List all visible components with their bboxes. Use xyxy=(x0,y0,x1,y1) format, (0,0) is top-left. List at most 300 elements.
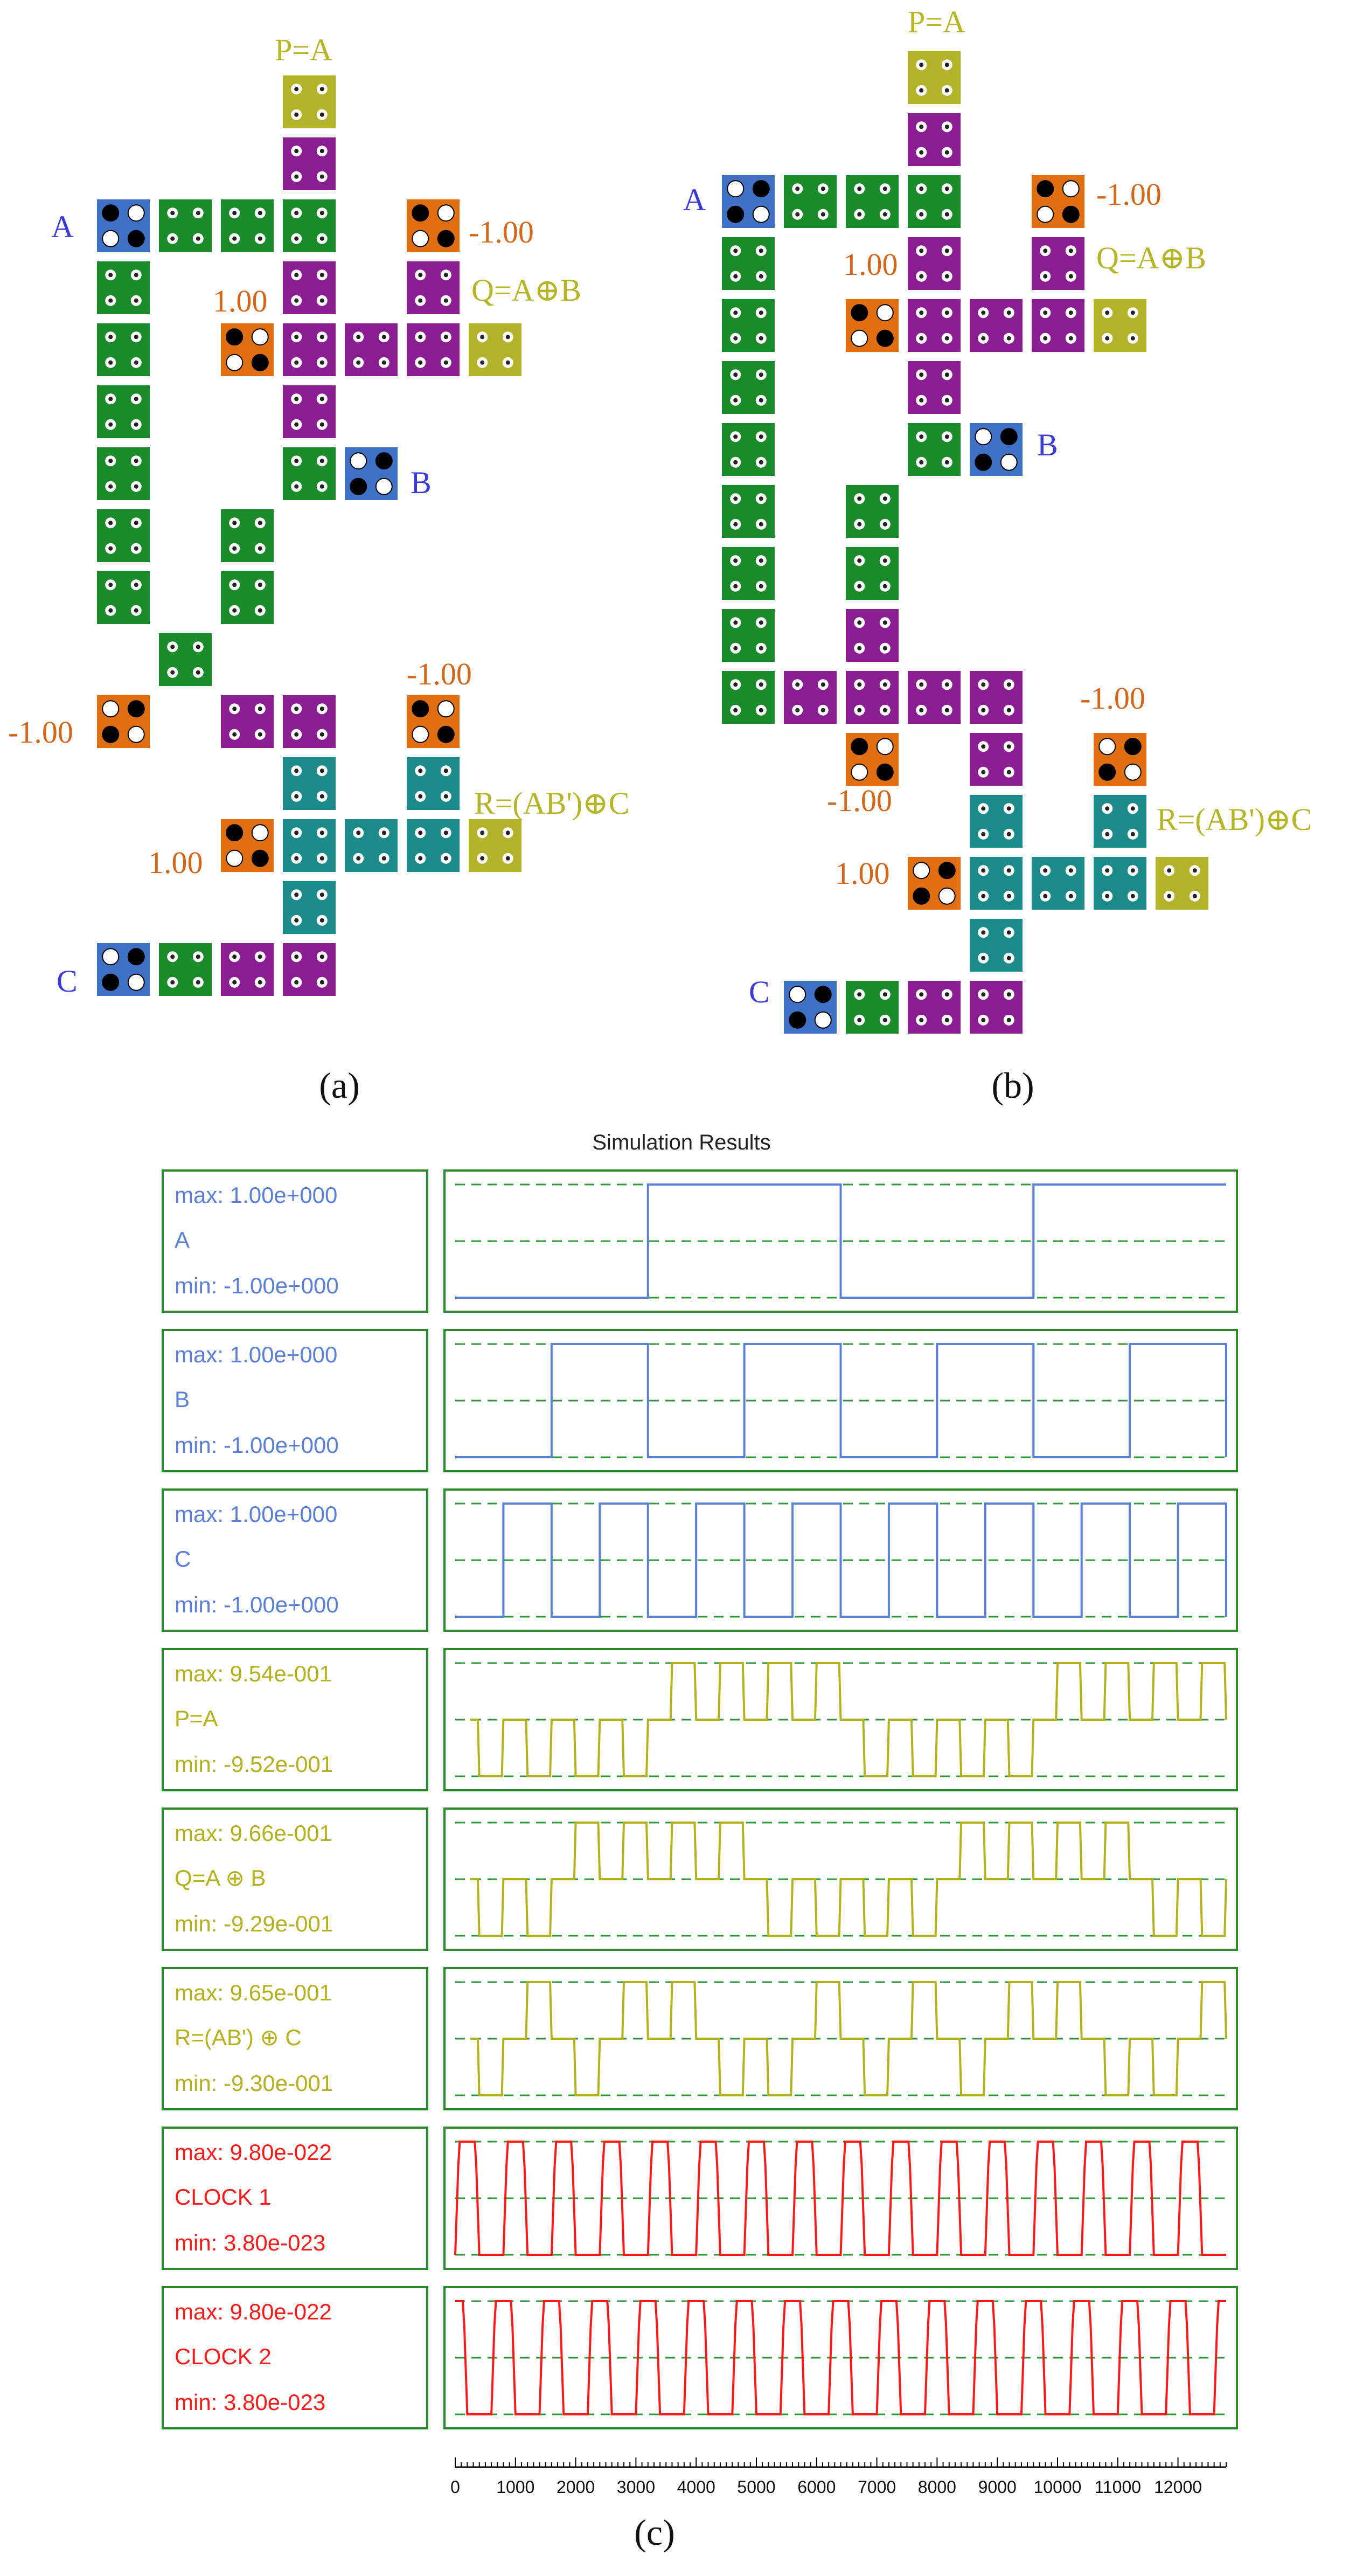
quantum-dot-center xyxy=(170,645,175,649)
input-label-a: A xyxy=(683,182,706,217)
signal-name: R=(AB') ⊕ C xyxy=(175,2025,302,2050)
quantum-dot-center xyxy=(919,274,923,279)
input-label-b: B xyxy=(1037,427,1058,462)
quantum-dot xyxy=(128,205,144,221)
quantum-dot xyxy=(412,205,428,221)
quantum-dot xyxy=(1125,738,1141,754)
quantum-dot-center xyxy=(108,521,113,525)
quantum-dot-center xyxy=(733,522,738,527)
quantum-dot-center xyxy=(795,708,799,712)
wire-cell-green xyxy=(721,608,776,663)
quantum-dot-center xyxy=(480,361,484,365)
quantum-dot-center xyxy=(945,63,949,67)
axis-tick-label: 2000 xyxy=(557,2477,595,2497)
quantum-dot-center xyxy=(945,310,949,315)
quantum-dot-center xyxy=(294,830,298,835)
wire-cell-teal xyxy=(1093,794,1148,849)
output-cell xyxy=(468,322,523,377)
quantum-dot-center xyxy=(108,583,113,587)
wire-cell-teal xyxy=(969,856,1024,911)
quantum-dot xyxy=(438,701,454,717)
quantum-dot-center xyxy=(196,211,200,215)
fixed-polarization-cell xyxy=(220,818,275,873)
wire-cell-green xyxy=(96,384,151,439)
wire-cell-green xyxy=(721,360,776,415)
fixed-polarization-cell xyxy=(406,198,461,253)
quantum-dot xyxy=(789,1012,805,1028)
output-cell xyxy=(468,818,523,873)
quantum-dot-center xyxy=(919,88,923,93)
fixed-cell-label-top: -1.00 xyxy=(469,214,534,250)
quantum-dot-center xyxy=(759,398,763,403)
wire-cell-purple xyxy=(969,732,1024,787)
quantum-dot-center xyxy=(919,460,923,465)
wire-cell-purple xyxy=(282,384,337,439)
quantum-dot xyxy=(1125,764,1141,780)
wire-cell-purple xyxy=(1031,236,1086,291)
quantum-dot-center xyxy=(945,460,949,465)
quantum-dot-center xyxy=(945,150,949,155)
quantum-dot-center xyxy=(733,682,738,687)
quantum-dot-center xyxy=(1131,894,1135,898)
signal-min-label: min: 3.80e-023 xyxy=(175,2390,326,2415)
axis-tick-label: 8000 xyxy=(917,2477,956,2497)
quantum-dot-center xyxy=(134,608,138,613)
quantum-dot-center xyxy=(1069,310,1073,315)
quantum-dot-center xyxy=(1043,248,1047,253)
quantum-dot xyxy=(438,231,454,247)
input-cell xyxy=(344,446,399,501)
signal-label-box xyxy=(163,2128,427,2269)
fixed-polarization-cell xyxy=(1093,732,1148,787)
wire-cell-green xyxy=(282,446,337,501)
quantum-dot-center xyxy=(1007,1018,1011,1022)
wire-cell-green xyxy=(845,980,900,1035)
input-cell xyxy=(969,422,1024,477)
signal-min-label: min: -9.29e-001 xyxy=(175,1911,333,1936)
quantum-dot-center xyxy=(919,398,923,403)
quantum-dot-center xyxy=(945,708,949,712)
quantum-dot-center xyxy=(232,732,237,737)
quantum-dot-center xyxy=(294,794,298,799)
quantum-dot xyxy=(1063,206,1079,223)
wire-cell-green xyxy=(158,942,213,997)
quantum-dot xyxy=(1063,181,1079,197)
quantum-dot-center xyxy=(883,620,887,625)
wire-cell-purple xyxy=(969,670,1024,725)
wire-cell-green xyxy=(220,198,275,253)
quantum-dot-center xyxy=(1007,992,1011,996)
quantum-dot-center xyxy=(444,794,448,799)
quantum-dot-center xyxy=(883,584,887,588)
signal-plot xyxy=(444,1809,1237,1950)
quantum-dot-center xyxy=(170,211,175,215)
quantum-dot-center xyxy=(108,335,113,339)
quantum-dot-center xyxy=(320,335,324,339)
quantum-dot-center xyxy=(320,892,324,897)
quantum-dot-center xyxy=(294,856,298,861)
quantum-dot-center xyxy=(981,956,985,960)
quantum-dot-center xyxy=(356,361,360,365)
quantum-dot-center xyxy=(320,397,324,401)
fixed-cell-label-top: -1.00 xyxy=(1096,177,1162,212)
quantum-dot-center xyxy=(356,335,360,339)
wire-cell-purple xyxy=(282,942,337,997)
quantum-dot xyxy=(1001,454,1017,470)
quantum-dot xyxy=(753,181,769,197)
quantum-dot-center xyxy=(320,211,324,215)
quantum-dot xyxy=(226,825,242,841)
quantum-dot-center xyxy=(232,980,237,985)
simulation-results-panel xyxy=(162,1169,1239,2497)
quantum-dot-center xyxy=(294,211,298,215)
quantum-dot-center xyxy=(1131,336,1135,341)
wire-cell-green xyxy=(721,546,776,601)
output-cell xyxy=(907,50,962,105)
quantum-dot-center xyxy=(883,186,887,191)
quantum-dot-center xyxy=(759,460,763,465)
quantum-dot-center xyxy=(418,299,422,303)
quantum-dot-center xyxy=(320,361,324,365)
quantum-dot-center xyxy=(1043,868,1047,872)
quantum-dot-center xyxy=(981,682,985,687)
quantum-dot-center xyxy=(294,397,298,401)
quantum-dot-center xyxy=(294,918,298,923)
wire-cell-purple xyxy=(969,298,1024,353)
quantum-dot-center xyxy=(320,484,324,489)
quantum-dot-center xyxy=(444,335,448,339)
quantum-dot-center xyxy=(759,496,763,501)
quantum-dot-center xyxy=(134,521,138,525)
quantum-dot-center xyxy=(1007,682,1011,687)
quantum-dot-center xyxy=(733,274,738,279)
quantum-dot-center xyxy=(320,237,324,241)
quantum-dot-center xyxy=(919,1018,923,1022)
quantum-dot-center xyxy=(759,584,763,588)
quantum-dot xyxy=(789,986,805,1002)
quantum-dot xyxy=(102,701,119,717)
wire-cell-teal xyxy=(406,818,461,873)
quantum-dot-center xyxy=(1043,336,1047,341)
quantum-dot-center xyxy=(1007,806,1011,811)
quantum-dot-center xyxy=(981,336,985,341)
quantum-dot-center xyxy=(1105,806,1109,811)
quantum-dot xyxy=(1099,738,1115,754)
axis-tick-label: 10000 xyxy=(1033,2477,1082,2497)
quantum-dot-center xyxy=(294,113,298,117)
quantum-dot-center xyxy=(759,646,763,650)
signal-label-box xyxy=(163,1968,427,2109)
wire-cell-green xyxy=(96,446,151,501)
quantum-dot-center xyxy=(418,794,422,799)
quantum-dot xyxy=(412,231,428,247)
quantum-dot-center xyxy=(821,682,825,687)
wire-cell-green xyxy=(96,570,151,625)
wire-cell-green xyxy=(721,236,776,291)
quantum-dot-center xyxy=(294,768,298,773)
quantum-dot-center xyxy=(294,361,298,365)
quantum-dot-center xyxy=(1193,894,1197,898)
signal-min-label: min: 3.80e-023 xyxy=(175,2230,326,2255)
fixed-cell-label-mid: 1.00 xyxy=(843,247,898,282)
quantum-dot-center xyxy=(294,707,298,711)
signal-max-label: max: 9.80e-022 xyxy=(175,2139,332,2165)
quantum-dot-center xyxy=(733,708,738,712)
caption-b: (b) xyxy=(991,1065,1034,1106)
signal-name: Q=A ⊕ B xyxy=(175,1865,266,1891)
quantum-dot-center xyxy=(1007,868,1011,872)
quantum-dot-center xyxy=(356,830,360,835)
quantum-dot-center xyxy=(857,682,861,687)
wire-cell-purple xyxy=(406,322,461,377)
quantum-dot-center xyxy=(294,149,298,153)
quantum-dot-center xyxy=(759,558,763,563)
quantum-dot-center xyxy=(945,88,949,93)
signal-max-label: max: 9.65e-001 xyxy=(175,1980,332,2005)
quantum-dot xyxy=(727,181,743,197)
quantum-dot xyxy=(877,764,893,780)
quantum-dot xyxy=(975,428,991,445)
wire-cell-green xyxy=(907,174,962,229)
quantum-dot-center xyxy=(506,361,510,365)
quantum-dot-center xyxy=(981,930,985,934)
quantum-dot-center xyxy=(444,830,448,835)
quantum-dot-center xyxy=(232,707,237,711)
wire-cell-teal xyxy=(282,880,337,935)
signal-name: A xyxy=(175,1227,190,1252)
simulation-title: Simulation Results xyxy=(592,1131,771,1154)
quantum-dot-center xyxy=(294,459,298,463)
quantum-dot-center xyxy=(170,954,175,959)
quantum-dot-center xyxy=(733,398,738,403)
quantum-dot xyxy=(102,231,119,247)
wire-cell-green xyxy=(907,422,962,477)
quantum-dot-center xyxy=(821,186,825,191)
quantum-dot-center xyxy=(919,372,923,377)
output-cell xyxy=(1093,298,1148,353)
quantum-dot-center xyxy=(1069,894,1073,898)
quantum-dot-center xyxy=(857,558,861,563)
quantum-dot xyxy=(1037,206,1053,223)
signal-name: C xyxy=(175,1546,191,1571)
quantum-dot xyxy=(128,231,144,247)
quantum-dot-center xyxy=(232,521,237,525)
quantum-dot-center xyxy=(1167,894,1171,898)
input-cell xyxy=(96,942,151,997)
quantum-dot-center xyxy=(919,150,923,155)
quantum-dot-center xyxy=(320,299,324,303)
signal-plot xyxy=(444,2287,1237,2428)
signal-plot xyxy=(444,1490,1237,1631)
quantum-dot-center xyxy=(981,992,985,996)
quantum-dot xyxy=(226,850,242,867)
quantum-dot-center xyxy=(320,918,324,923)
wire-cell-green xyxy=(158,632,213,687)
quantum-dot-center xyxy=(134,423,138,427)
quantum-dot-center xyxy=(883,708,887,712)
quantum-dot-center xyxy=(320,954,324,959)
quantum-dot xyxy=(350,453,366,469)
fixed-polarization-cell xyxy=(96,694,151,749)
quantum-dot-center xyxy=(258,954,262,959)
caption-a: (a) xyxy=(319,1065,360,1106)
quantum-dot xyxy=(753,206,769,223)
quantum-dot-center xyxy=(883,682,887,687)
quantum-dot-center xyxy=(759,434,763,439)
signal-plot xyxy=(444,1171,1237,1312)
quantum-dot xyxy=(1001,428,1017,445)
wire-cell-green xyxy=(158,198,213,253)
fixed-polarization-cell xyxy=(845,732,900,787)
quantum-dot xyxy=(815,986,831,1002)
quantum-dot-center xyxy=(919,434,923,439)
quantum-dot-center xyxy=(919,310,923,315)
quantum-dot-center xyxy=(821,708,825,712)
wire-cell-green xyxy=(220,508,275,563)
wire-cell-purple xyxy=(282,136,337,191)
quantum-dot-center xyxy=(1043,310,1047,315)
wire-cell-purple xyxy=(220,694,275,749)
quantum-dot-center xyxy=(1007,744,1011,749)
signal-label-box xyxy=(163,1809,427,1950)
wire-cell-teal xyxy=(1031,856,1086,911)
quantum-dot-center xyxy=(382,335,386,339)
quantum-dot-center xyxy=(883,558,887,563)
quantum-dot-center xyxy=(170,237,175,241)
quantum-dot-center xyxy=(258,707,262,711)
quantum-dot-center xyxy=(919,708,923,712)
output-label-r: R=(AB')⊕C xyxy=(1157,802,1312,837)
fixed-cell-label-left: -1.00 xyxy=(827,783,892,818)
quantum-dot-center xyxy=(196,645,200,649)
quantum-dot-center xyxy=(919,63,923,67)
axis-tick-label: 9000 xyxy=(978,2477,1017,2497)
quantum-dot-center xyxy=(759,248,763,253)
fixed-polarization-cell xyxy=(1031,174,1086,229)
quantum-dot xyxy=(815,1012,831,1028)
quantum-dot-center xyxy=(1007,310,1011,315)
quantum-dot-center xyxy=(795,682,799,687)
wire-cell-purple xyxy=(406,260,461,315)
wire-cell-green xyxy=(845,174,900,229)
quantum-dot xyxy=(1037,181,1053,197)
quantum-dot-center xyxy=(759,708,763,712)
quantum-dot-center xyxy=(320,830,324,835)
quantum-dot-center xyxy=(294,423,298,427)
quantum-dot-center xyxy=(196,670,200,675)
quantum-dot-center xyxy=(1131,310,1135,315)
quantum-dot-center xyxy=(945,124,949,129)
axis-tick-label: 5000 xyxy=(737,2477,776,2497)
wire-cell-teal xyxy=(282,756,337,811)
quantum-dot-center xyxy=(480,830,484,835)
quantum-dot-center xyxy=(759,620,763,625)
quantum-dot-center xyxy=(258,608,262,613)
output-cell xyxy=(1155,856,1209,911)
signal-label-box xyxy=(163,1330,427,1471)
axis-tick-label: 4000 xyxy=(677,2477,715,2497)
quantum-dot-center xyxy=(759,310,763,315)
quantum-dot-center xyxy=(945,336,949,341)
quantum-dot-center xyxy=(1105,832,1109,836)
quantum-dot-center xyxy=(108,546,113,551)
wire-cell-green xyxy=(721,298,776,353)
quantum-dot-center xyxy=(1105,894,1109,898)
fixed-cell-label-mid: 1.00 xyxy=(213,283,268,318)
signal-plot xyxy=(444,1649,1237,1790)
quantum-dot-center xyxy=(294,892,298,897)
quantum-dot xyxy=(226,355,242,371)
quantum-dot-center xyxy=(134,484,138,489)
fixed-cell-label-bottom: 1.00 xyxy=(148,845,203,880)
signal-name: B xyxy=(175,1387,190,1412)
quantum-dot xyxy=(376,453,392,469)
qca-layout-a xyxy=(0,0,682,1078)
quantum-dot-center xyxy=(759,372,763,377)
input-label-c: C xyxy=(749,974,770,1009)
quantum-dot-center xyxy=(294,484,298,489)
signal-plot xyxy=(444,1968,1237,2109)
quantum-dot xyxy=(851,330,867,347)
wire-cell-green xyxy=(96,260,151,315)
quantum-dot-center xyxy=(759,274,763,279)
fixed-cell-label-bottom: 1.00 xyxy=(835,856,890,891)
quantum-dot-center xyxy=(1007,708,1011,712)
quantum-dot-center xyxy=(759,682,763,687)
quantum-dot-center xyxy=(733,620,738,625)
wire-cell-green xyxy=(282,198,337,253)
quantum-dot-center xyxy=(294,335,298,339)
axis-tick-label: 0 xyxy=(450,2477,460,2497)
quantum-dot-center xyxy=(258,546,262,551)
quantum-dot-center xyxy=(945,398,949,403)
quantum-dot-center xyxy=(1167,868,1171,872)
output-label-q: Q=A⊕B xyxy=(1096,240,1206,275)
quantum-dot-center xyxy=(134,546,138,551)
wire-cell-purple xyxy=(845,670,900,725)
quantum-dot-center xyxy=(945,212,949,217)
quantum-dot-center xyxy=(821,212,825,217)
quantum-dot-center xyxy=(759,522,763,527)
quantum-dot-center xyxy=(857,1018,861,1022)
quantum-dot-center xyxy=(320,707,324,711)
quantum-dot-center xyxy=(134,583,138,587)
qca-layout-b xyxy=(682,0,1363,1078)
quantum-dot xyxy=(412,701,428,717)
wire-cell-teal xyxy=(344,818,399,873)
quantum-dot xyxy=(226,329,242,345)
quantum-dot xyxy=(376,479,392,495)
quantum-dot-center xyxy=(733,372,738,377)
quantum-dot-center xyxy=(883,992,887,996)
quantum-dot-center xyxy=(418,361,422,365)
quantum-dot-center xyxy=(320,980,324,985)
fixed-polarization-cell xyxy=(845,298,900,353)
signal-min-label: min: -1.00e+000 xyxy=(175,1273,339,1298)
quantum-dot xyxy=(252,329,268,345)
quantum-dot-center xyxy=(232,954,237,959)
quantum-dot-center xyxy=(733,310,738,315)
quantum-dot-center xyxy=(506,335,510,339)
fixed-polarization-cell xyxy=(220,322,275,377)
quantum-dot-center xyxy=(444,361,448,365)
quantum-dot-center xyxy=(294,954,298,959)
axis-tick-label: 11000 xyxy=(1094,2477,1142,2497)
quantum-dot-center xyxy=(1105,868,1109,872)
quantum-dot xyxy=(128,726,144,743)
quantum-dot-center xyxy=(108,299,113,303)
signal-plot xyxy=(444,2128,1237,2269)
